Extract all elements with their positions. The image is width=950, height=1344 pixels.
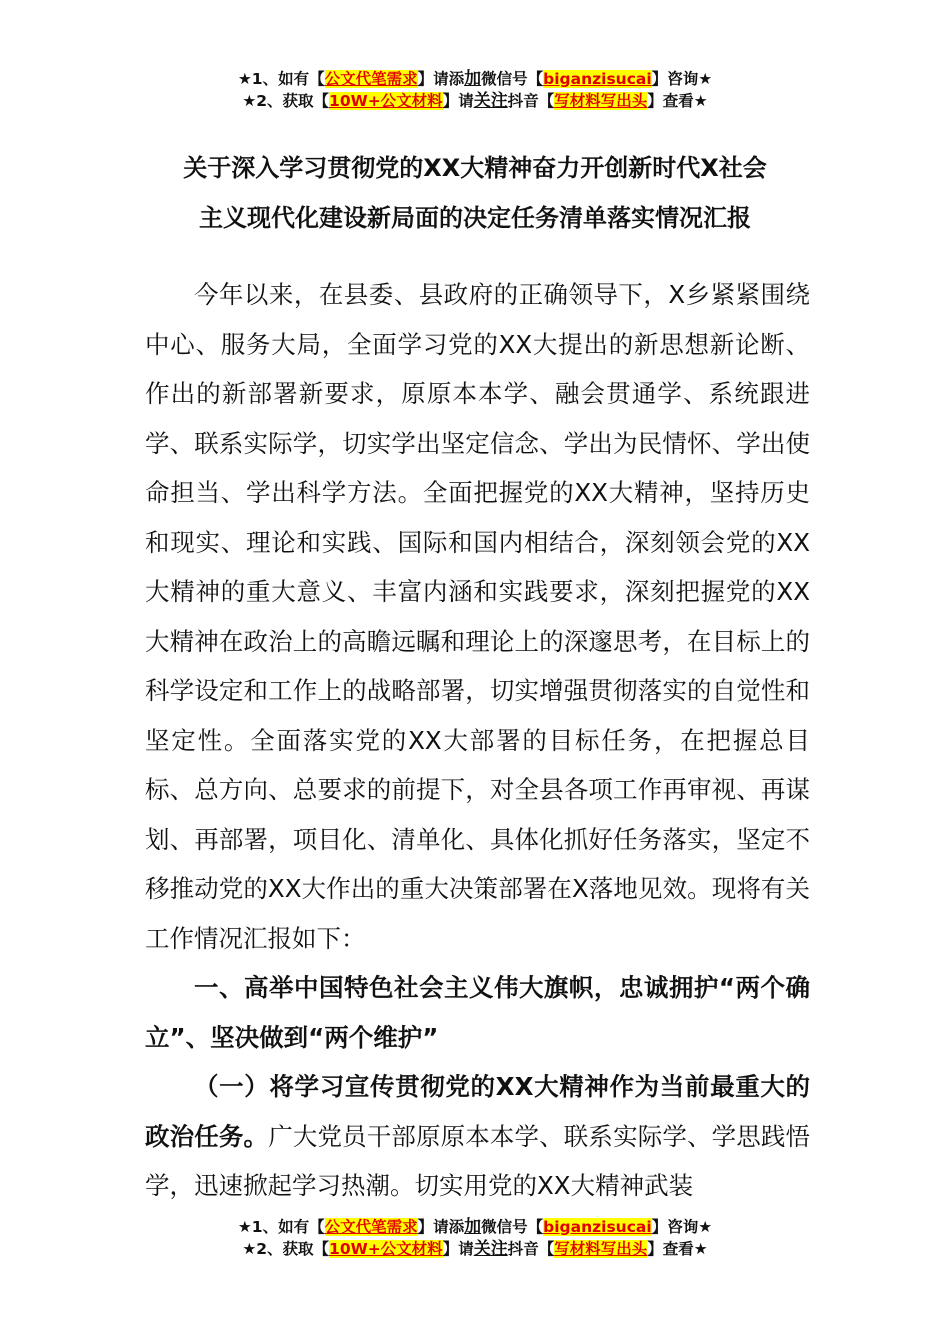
- promo-highlight: 10W+公文材料: [329, 92, 443, 110]
- subsection-text-1: 广大党员干部原原本本学、联系实际学、学思践悟学，迅速掀起学习热潮。切实用党的XX大精神武装: [145, 1121, 811, 1200]
- subsection-heading-1: （一）将学习宣传贯彻党的XX大精神作为当前最重大的政治任务。: [145, 1072, 810, 1151]
- promo-wechat-id: biganzisucai: [543, 70, 652, 88]
- promo-banner-bottom: [0, 1216, 950, 1260]
- title-line-1: 关于深入学习贯彻党的XX大精神奋力开创新时代X社会: [183, 154, 767, 182]
- document-title: [0, 143, 950, 243]
- promo-highlight: 公文代笔需求: [324, 1218, 418, 1236]
- promo-highlight: 10W+公文材料: [329, 1240, 443, 1258]
- section-heading-1: 一、高举中国特色社会主义伟大旗帜，忠诚拥护“两个确立”、坚决做到“两个维护”: [145, 973, 810, 1052]
- promo-highlight: 公文代笔需求: [324, 70, 418, 88]
- promo-line-2: ★2、获取【10W+公文材料】请关注抖音【写材料写出头】查看★: [242, 1239, 708, 1259]
- promo-douyin-id: 写材料写出头: [554, 1240, 648, 1258]
- intro-paragraph: 今年以来，在县委、县政府的正确领导下，X乡紧紧围绕中心、服务大局，全面学习党的XX大提出的新思想新论断、作出的新部署新要求，原原本本学、融会贯通学、系统跟进学、联系实际学，切实学出坚定信念、学出为民情怀、学出使命担当、学出科学方法。全面把握党的XX大精神，坚持历史和现实、理论和实践、国际和国内相结合，深刻领会党的XX大精神的重大意义、丰富内涵和实践要求，深刻把握党的XX大精神在政治上的高瞻远瞩和理论上的深邃思考，在目标上的科学设定和工作上的战略部署，切实增强贯彻落实的自觉性和坚定性。全面落实党的XX大部署的目标任务，在把握总目标、总方向、总要求的前提下，对全县各项工作再审视、再谋划、再部署，项目化、清单化、具体化抓好任务落实，坚定不移推动党的XX大作出的重大决策部署在X落地见效。现将有关工作情况汇报如下：: [145, 280, 810, 953]
- promo-line-1: ★1、如有【公文代笔需求】请添加微信号【biganzisucai】咨询★: [237, 1217, 713, 1237]
- document-body: [145, 270, 810, 1211]
- promo-banner-top: [0, 68, 950, 112]
- subsection-paragraph-1: [145, 1062, 810, 1211]
- promo-douyin-id: 写材料写出头: [554, 92, 648, 110]
- title-line-2: 主义现代化建设新局面的决定任务清单落实情况汇报: [199, 204, 751, 232]
- promo-line-2: ★2、获取【10W+公文材料】请关注抖音【写材料写出头】查看★: [242, 91, 708, 111]
- promo-line-1: ★1、如有【公文代笔需求】请添加微信号【biganzisucai】咨询★: [237, 69, 713, 89]
- promo-wechat-id: biganzisucai: [543, 1218, 652, 1236]
